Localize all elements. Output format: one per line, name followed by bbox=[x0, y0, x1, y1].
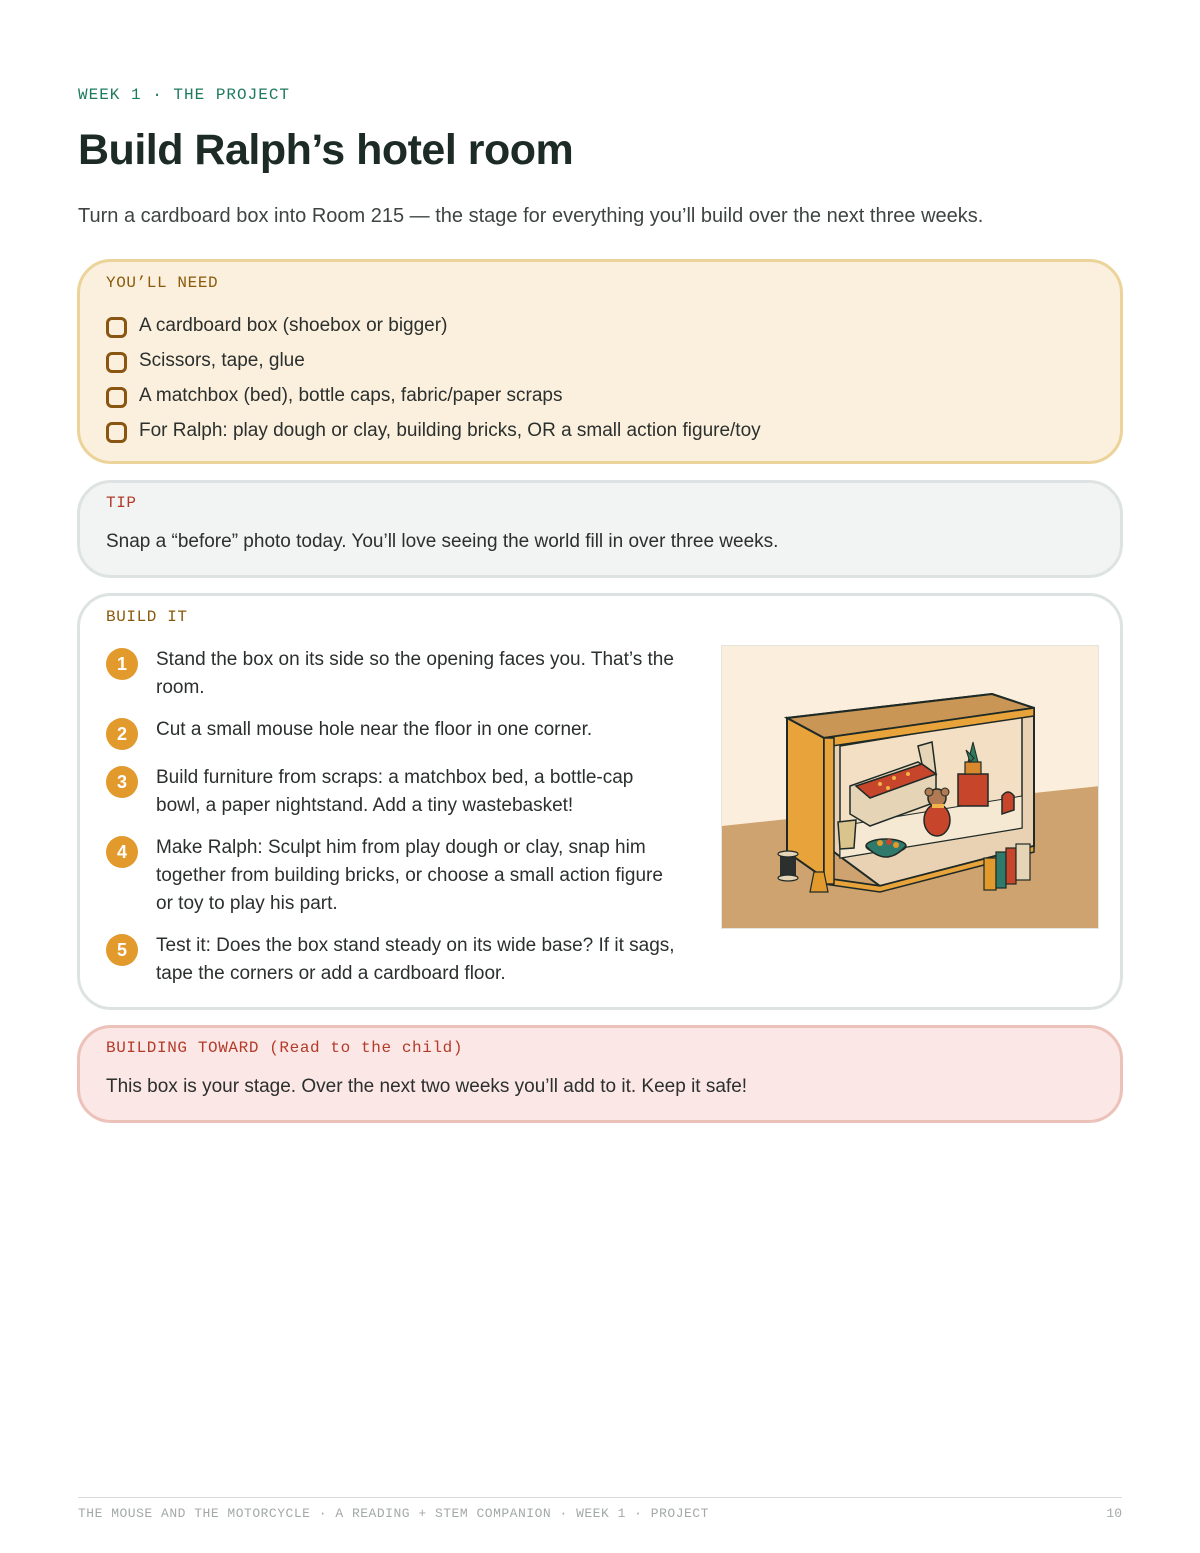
build-it-label: BUILD IT bbox=[106, 608, 188, 626]
step-text: Cut a small mouse hole near the floor in one corner. bbox=[156, 719, 593, 740]
youll-need-label: YOU’LL NEED bbox=[106, 274, 219, 292]
build-step bbox=[106, 764, 676, 820]
supply-item[interactable] bbox=[106, 413, 1094, 448]
supply-item-label: For Ralph: play dough or clay, building bricks, OR a small action figure/toy bbox=[139, 419, 761, 441]
step-text: Build furniture from scraps: a matchbox bed, a bottle-cap bowl, a paper nightstand. Add a tiny wastebasket! bbox=[156, 767, 634, 816]
build-steps bbox=[106, 646, 676, 1002]
step-text: Stand the box on its side so the opening faces you. That’s the room. bbox=[156, 649, 674, 698]
build-step bbox=[106, 932, 676, 988]
step-text: Test it: Does the box stand steady on its wide base? If it sags, tape the corners or add a cardboard floor. bbox=[156, 935, 675, 984]
supply-item-label: A cardboard box (shoebox or bigger) bbox=[139, 314, 448, 336]
supply-list bbox=[106, 308, 1094, 448]
building-toward-card bbox=[77, 1025, 1123, 1123]
build-it-card bbox=[77, 593, 1123, 1010]
supply-item-label: A matchbox (bed), bottle caps, fabric/paper scraps bbox=[139, 384, 563, 406]
tip-card bbox=[77, 480, 1123, 578]
page-number: 10 bbox=[1106, 1506, 1122, 1521]
page-subtitle: Turn a cardboard box into Room 215 — the stage for everything you’ll build over the next three weeks. bbox=[78, 205, 984, 227]
supply-item[interactable] bbox=[106, 343, 1094, 378]
section-kicker: WEEK 1 · THE PROJECT bbox=[78, 86, 291, 104]
supply-item[interactable] bbox=[106, 308, 1094, 343]
step-number-badge: 4 bbox=[106, 836, 138, 868]
checkbox-icon[interactable] bbox=[106, 422, 127, 443]
page-title: Build Ralph’s hotel room bbox=[78, 126, 574, 174]
checkbox-icon[interactable] bbox=[106, 317, 127, 338]
step-number-badge: 1 bbox=[106, 648, 138, 680]
build-step bbox=[106, 716, 676, 750]
step-text: Make Ralph: Sculpt him from play dough or clay, snap him together from building bricks, or choose a small action figure or toy to play his part. bbox=[156, 837, 663, 914]
build-step bbox=[106, 646, 676, 702]
hotel-room-box-illustration bbox=[721, 645, 1099, 929]
supply-item[interactable] bbox=[106, 378, 1094, 413]
tip-text: Snap a “before” photo today. You’ll love seeing the world fill in over three weeks. bbox=[106, 531, 779, 552]
tip-label: TIP bbox=[106, 494, 137, 512]
build-step bbox=[106, 834, 676, 918]
checkbox-icon[interactable] bbox=[106, 387, 127, 408]
step-number-badge: 2 bbox=[106, 718, 138, 750]
youll-need-card bbox=[77, 259, 1123, 464]
footer-divider bbox=[78, 1497, 1122, 1498]
checkbox-icon[interactable] bbox=[106, 352, 127, 373]
step-number-badge: 3 bbox=[106, 766, 138, 798]
footer-running-title: THE MOUSE AND THE MOTORCYCLE · A READING + STEM COMPANION · WEEK 1 · PROJECT bbox=[78, 1506, 709, 1521]
step-number-badge: 5 bbox=[106, 934, 138, 966]
building-toward-text: This box is your stage. Over the next two weeks you’ll add to it. Keep it safe! bbox=[106, 1076, 748, 1097]
supply-item-label: Scissors, tape, glue bbox=[139, 349, 305, 371]
building-toward-label: BUILDING TOWARD (Read to the child) bbox=[106, 1039, 464, 1057]
